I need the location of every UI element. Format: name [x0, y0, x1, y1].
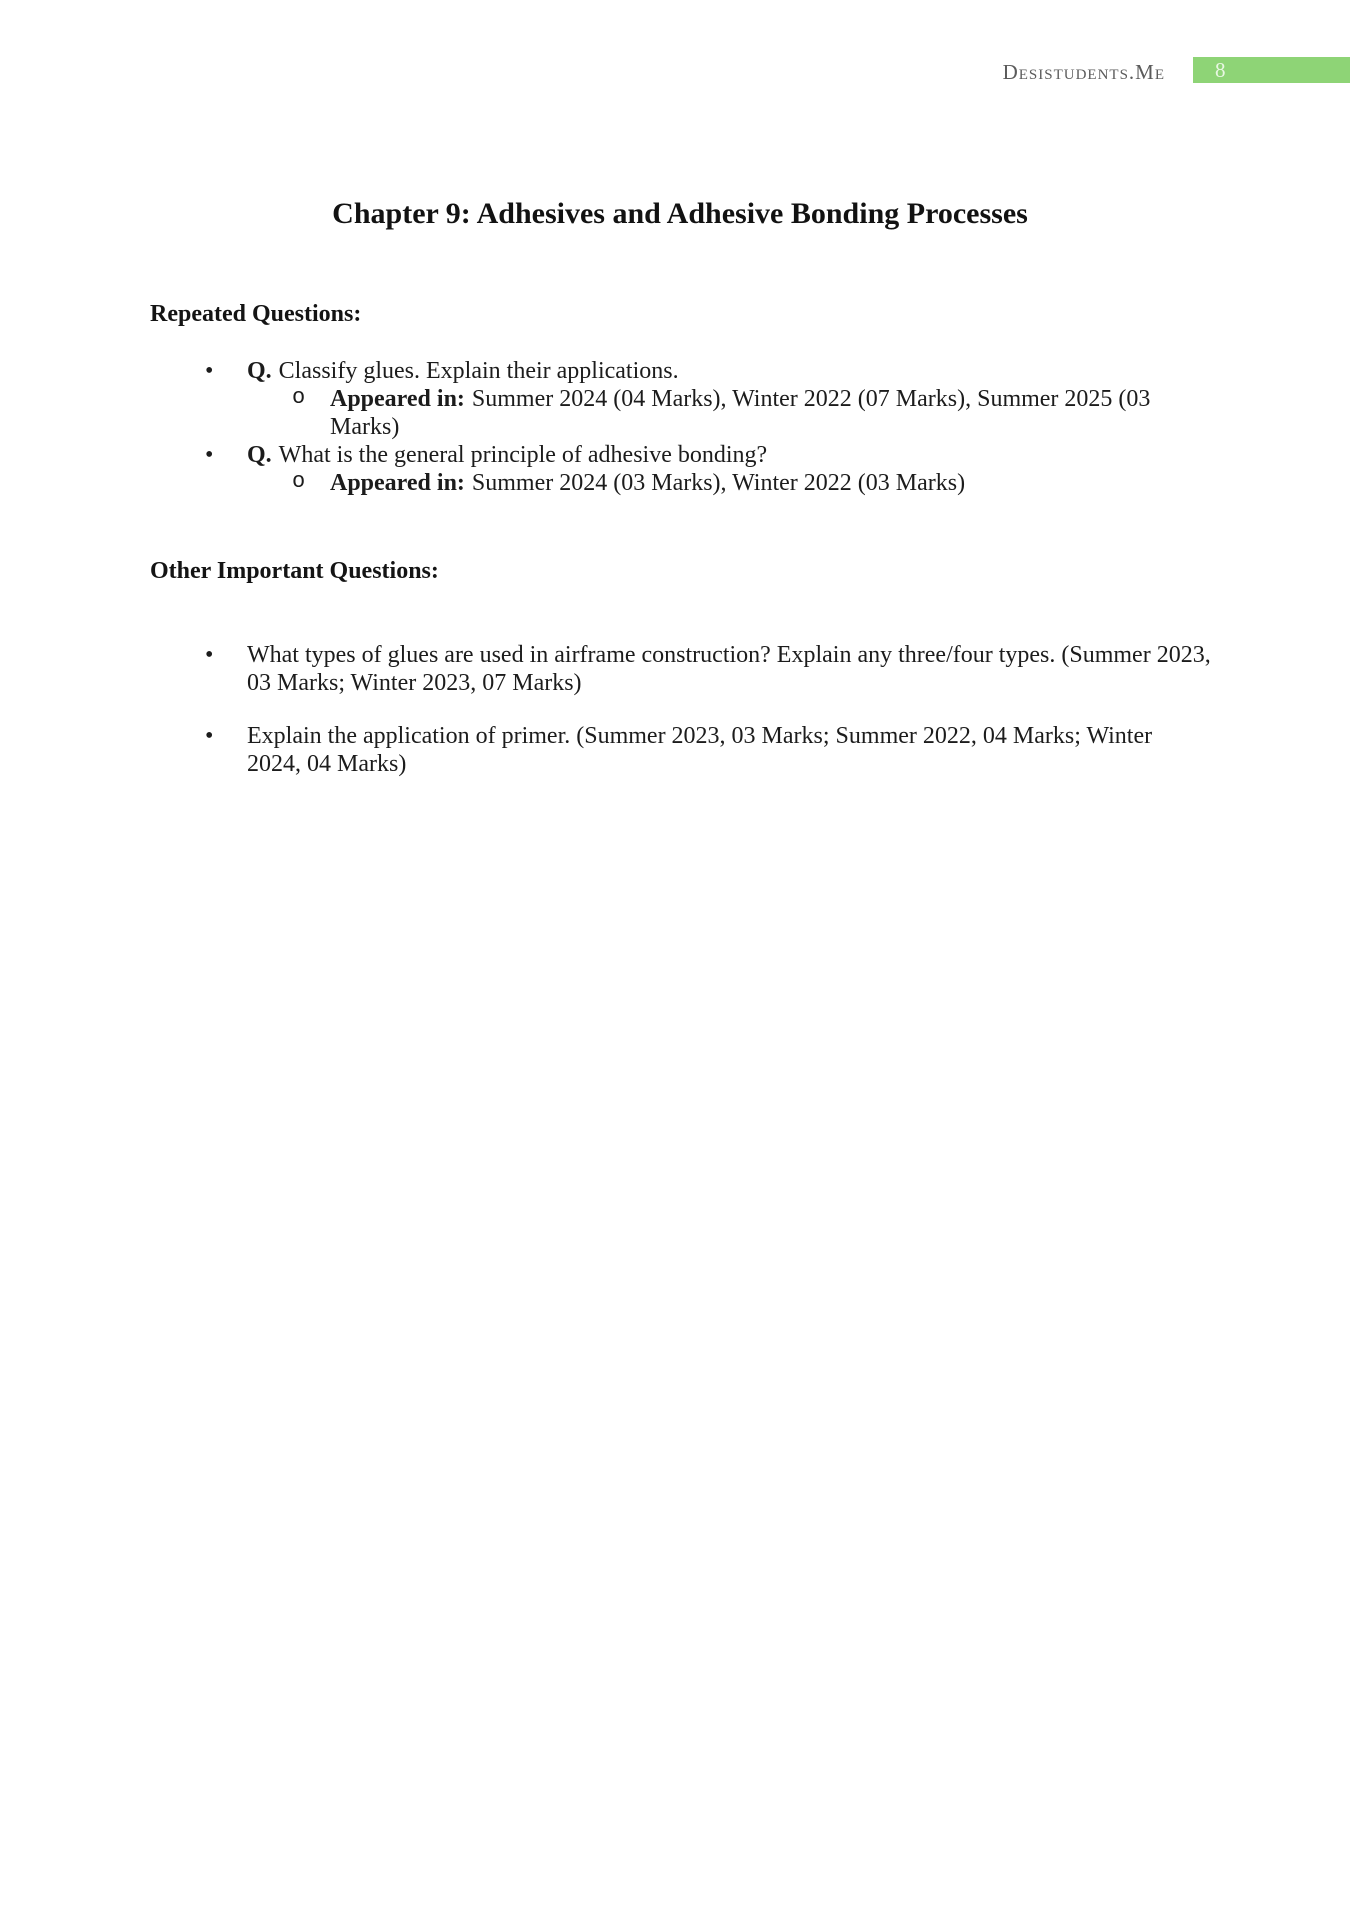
- question-text: Explain the application of primer. (Summer 2023, 03 Marks; Summer 2022, 04 Marks; Winter 2024, 04 Marks): [247, 723, 1153, 777]
- appeared-text: Summer 2024 (03 Marks), Winter 2022 (03 Marks): [471, 470, 966, 496]
- appeared-label: Appeared in:: [330, 470, 465, 496]
- question-prefix: Q.: [247, 358, 272, 384]
- page-number: 8: [1215, 58, 1226, 82]
- other-questions-item-1: [150, 641, 1212, 697]
- bullet-marker: •: [205, 642, 214, 668]
- other-questions-heading: Other Important Questions:: [150, 558, 439, 584]
- bullet-marker: •: [205, 442, 214, 468]
- repeated-questions-heading: Repeated Questions:: [150, 301, 362, 327]
- list-item: [150, 722, 1212, 778]
- chapter-title: Chapter 9: Adhesives and Adhesive Bonding Processes: [332, 197, 1028, 230]
- sub-bullet-marker: o: [292, 385, 306, 410]
- page-number-badge: [1193, 57, 1350, 83]
- appeared-label: Appeared in:: [330, 386, 465, 412]
- appeared-text: Summer 2024 (04 Marks), Winter 2022 (07 Marks), Summer 2025 (03 Marks): [330, 386, 1151, 440]
- bullet-marker: •: [205, 358, 214, 384]
- other-questions-item-2: [150, 722, 1212, 778]
- list-item: [150, 641, 1212, 697]
- list-subitem: [150, 469, 1212, 497]
- question-text: Classify glues. Explain their applications.: [278, 358, 679, 384]
- site-watermark: Desistudents.Me: [1002, 60, 1165, 84]
- list-item: [150, 441, 1212, 469]
- list-subitem: [150, 385, 1212, 441]
- repeated-questions-list: [150, 357, 1212, 497]
- sub-bullet-marker: o: [292, 469, 306, 494]
- question-prefix: Q.: [247, 442, 272, 468]
- question-text: What is the general principle of adhesive bonding?: [278, 442, 768, 468]
- bullet-marker: •: [205, 723, 214, 749]
- list-item: [150, 357, 1212, 385]
- question-text: What types of glues are used in airframe construction? Explain any three/four types. (Summer 2023, 03 Marks; Winter 2023, 07 Marks): [247, 642, 1211, 696]
